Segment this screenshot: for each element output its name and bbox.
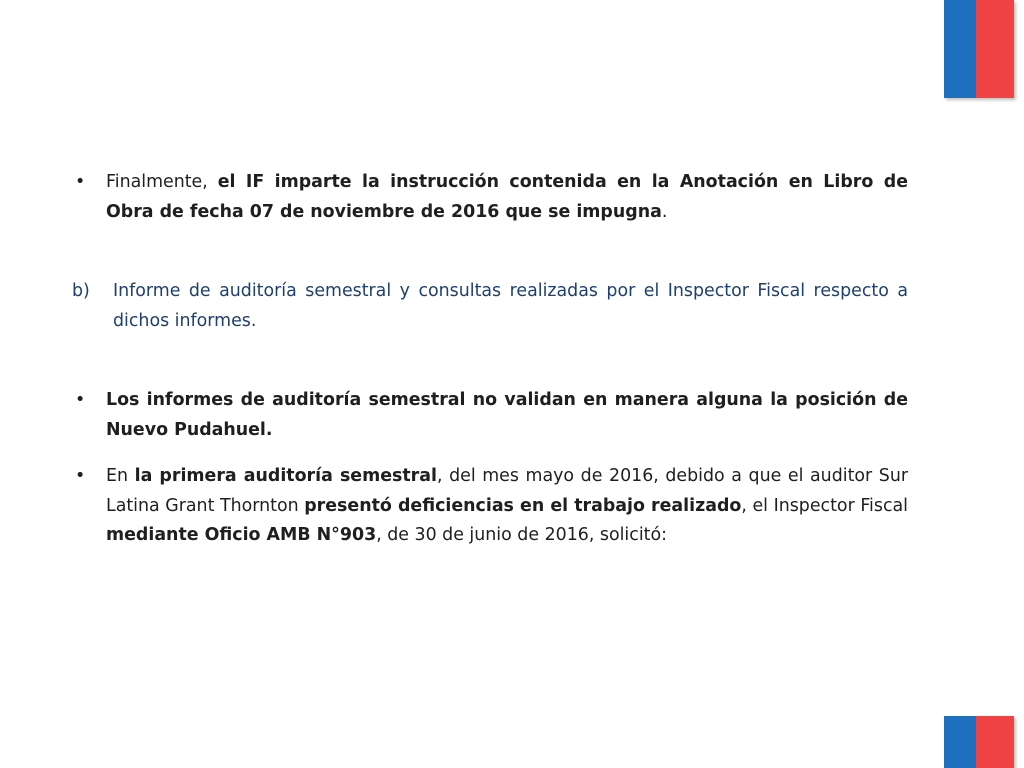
bold-text-run: mediante Oficio AMB N°903 [106,525,377,545]
bullet-marker: • [75,466,86,486]
flag-red-stripe [976,0,1014,98]
flag-red-stripe [976,716,1014,768]
bullet-text [106,386,908,445]
flag-logo-top [944,0,1014,98]
bold-text-run: presentó deficiencias en el trabajo realizado [304,495,742,516]
bullet-text [106,168,908,227]
text-run: En [106,466,135,486]
bullet-item [72,386,908,445]
text-run: , del mes mayo de 2016, debido a que el auditor Sur Latina Grant Thornton [106,466,908,516]
bold-text-run: Los informes de auditoría semestral no validan en manera alguna la posición de Nuevo Pudahuel. [106,390,908,440]
text-run: . [661,201,668,222]
bullet-text [106,462,908,551]
bold-text-run: el IF imparte la instrucción contenida en la Anotación en Libro de Obra de fecha 07 de noviembre de 2016 que se impugna [106,172,908,222]
letter-text [113,277,908,336]
letter-marker: b) [72,281,90,301]
text-run: , el Inspector Fiscal [741,495,908,516]
flag-blue-stripe [944,716,976,768]
bullet-item [72,168,908,227]
flag-logo-bottom [944,716,1014,768]
bold-text-run: la primera auditoría semestral [134,466,437,486]
text-run: Informe de auditoría semestral y consultas realizadas por el Inspector Fiscal respecto a dichos informes. [113,281,908,331]
slide-content [72,168,908,551]
text-run: , de 30 de junio de 2016, solicitó: [376,525,667,545]
text-run: Finalmente, [106,172,218,192]
flag-blue-stripe [944,0,976,98]
bullet-marker: • [75,172,86,192]
bullet-item [72,462,908,551]
bullet-marker: • [75,390,86,410]
letter-item [72,277,908,336]
